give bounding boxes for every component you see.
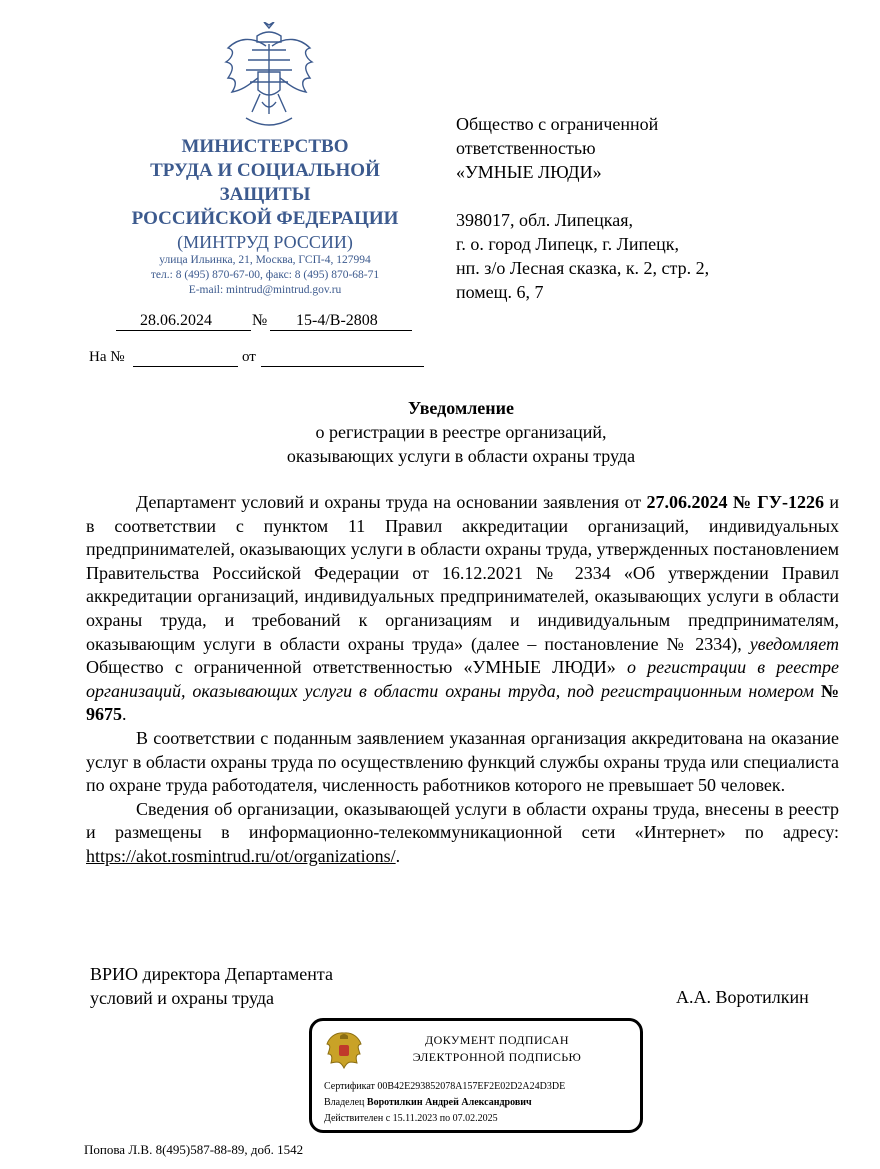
registration-line — [116, 312, 412, 332]
executor-contact: Попова Л.В. 8(495)587-88-89, доб. 1542 — [84, 1142, 304, 1157]
ministry-phones: тел.: 8 (495) 870-67-00, факс: 8 (495) 870-68-71 — [150, 269, 380, 281]
body-paragraph: Сведения об организации, оказывающей услуги в области охраны труда, внесены в реестр и размещены в информационно-телекоммуникационной сети «Интернет» по адресу: https://akot.rosmintrud.ru/ot/organizations/. — [86, 798, 839, 866]
ministry-name-line: ТРУДА И СОЦИАЛЬНОЙ — [150, 160, 380, 181]
registration-number: 15-4/В-2808 — [296, 312, 378, 329]
ministry-address: улица Ильинка, 21, Москва, ГСП-4, 127994 — [159, 254, 371, 266]
coat-of-arms-icon — [222, 22, 316, 134]
registration-number-label: № — [252, 312, 268, 329]
stamp-header: ДОКУМЕНТ ПОДПИСАН ЭЛЕКТРОННОЙ ПОДПИСЬЮ — [412, 1033, 582, 1064]
registration-date: 28.06.2024 — [140, 312, 212, 329]
reference-from-label: от — [242, 349, 256, 365]
ministry-short-name: (МИНТРУД РОССИИ) — [177, 232, 353, 252]
registry-number: № 9675 — [86, 680, 839, 725]
stamp-validity: Действителен с 15.11.2023 по 07.02.2025 — [324, 1113, 498, 1124]
recipient-org: Общество с ограниченной — [456, 114, 659, 134]
e-signature-stamp — [309, 1018, 643, 1133]
stamp-details — [324, 1079, 565, 1127]
ministry-name-line: ЗАЩИТЫ — [219, 184, 311, 205]
recipient-address: помещ. 6, 7 — [456, 282, 544, 302]
stamp-cert: Сертификат 00B42E293852078A157EF2E02D2A24D3DE — [324, 1081, 566, 1092]
notice-heading — [0, 396, 880, 468]
ministry-name-line: МИНИСТЕРСТВО — [181, 136, 349, 157]
application-ref: 27.06.2024 № ГУ-1226 — [646, 492, 824, 512]
recipient-address: 398017, обл. Липецкая, — [456, 210, 634, 230]
notice-subtitle: о регистрации в реестре организаций, — [315, 422, 607, 442]
coat-of-arms-icon — [325, 1030, 363, 1072]
recipient-address: г. о. город Липецк, г. Липецк, — [456, 234, 679, 254]
stamp-owner: Владелец Воротилкин Андрей Александрович — [324, 1097, 532, 1108]
recipient-org: «УМНЫЕ ЛЮДИ» — [456, 162, 602, 182]
ministry-name-line: РОССИЙСКОЙ ФЕДЕРАЦИИ — [131, 208, 399, 229]
signatory-position: ВРИО директора Департамента условий и охраны труда — [90, 964, 333, 1008]
notify-verb: уведомляет — [749, 633, 839, 654]
reference-line — [89, 349, 424, 369]
reference-label: На № — [89, 349, 125, 365]
notice-title: Уведомление — [407, 398, 515, 418]
letter-body — [86, 491, 839, 869]
ministry-email: E-mail: mintrud@mintrud.gov.ru — [188, 284, 342, 296]
registry-link[interactable]: https://akot.rosmintrud.ru/ot/organizations/ — [86, 845, 396, 866]
ministry-header — [95, 135, 435, 298]
registration-phrase: о регистрации в реестре организаций, оказывающих услуги в области охраны труда, под регистрационным номером — [86, 657, 839, 701]
recipient-block — [456, 112, 866, 304]
recipient-org: ответственностью — [456, 138, 596, 158]
notice-subtitle: оказывающих услуги в области охраны труда — [286, 446, 636, 466]
recipient-address: нп. з/о Лесная сказка, к. 2, стр. 2, — [456, 258, 710, 278]
body-paragraph: Департамент условий и охраны труда на основании заявления от 27.06.2024 № ГУ-1226 и в соответствии с пунктом 11 Правил аккредитации организаций, индивидуальных предпринимателей, оказывающих услуги в области охраны труда, утвержденных постановлением Правительства Российской Федерации от 16.12.2021 № 2334 «Об утверждении Правил аккредитации организаций, индивидуальных предпринимателей, оказывающих услуги в области охраны труда, и требований к организациям и индивидуальным предпринимателям, оказывающим услуги в области охраны труда» (далее – постановление № 2334), уведомляет Общество с ограниченной ответственностью «УМНЫЕ ЛЮДИ» о регистрации в реестре организаций, оказывающих услуги в области охраны труда, под регистрационным номером № 9675. — [86, 492, 839, 725]
body-paragraph: В соответствии с поданным заявлением указанная организация аккредитована на оказание услуг в области охраны труда по осуществлению функций службы охраны труда или специалиста по охране труда работодателя, численность работников которого не превышает 50 человек. — [86, 727, 839, 796]
signatory-name: А.А. Воротилкин — [676, 987, 809, 1007]
